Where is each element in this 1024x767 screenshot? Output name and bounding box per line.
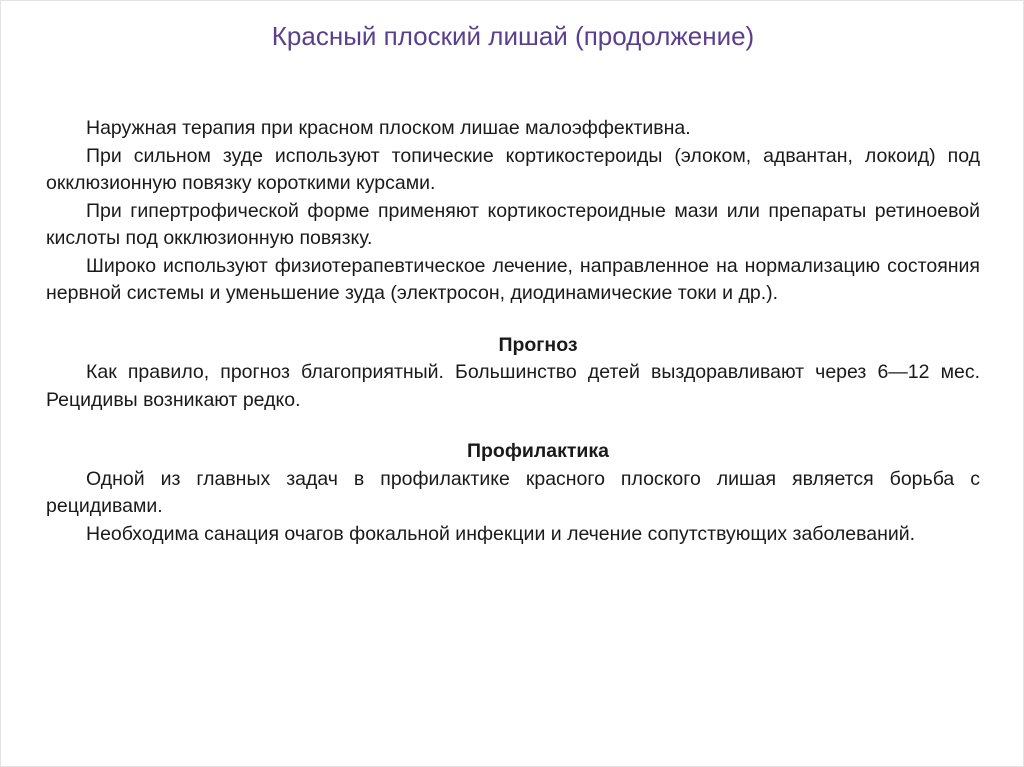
prognosis-text: Как правило, прогноз благоприятный. Большинство детей выздоравливают через 6—12 мес. Рецидивы возникают редко. <box>46 361 980 411</box>
prognosis-heading: Прогноз <box>498 333 578 356</box>
prevention-heading: Профилактика <box>466 440 610 462</box>
treatment-paragraph: Наружная терапия при красном плоском лишае малоэффективна. <box>86 117 691 139</box>
section-spacer <box>46 414 980 438</box>
slide-title: Красный плоский лишай (продолжение) <box>271 21 755 51</box>
section-spacer <box>46 308 980 332</box>
treatment-paragraph: При гипертрофической форме применяют кортикостероидные мази или препараты ретиноевой кислоты под окклюзионную повязку. <box>46 199 980 249</box>
treatment-paragraph: При сильном зуде используют топические кортикостероиды (элоком, адвантан, локоид) под окклюзионную повязку короткими курсами. <box>46 144 980 194</box>
slide-body <box>46 115 980 548</box>
treatment-paragraph: Широко используют физиотерапевтическое лечение, направленное на нормализацию состояния нервной системы и уменьшение зуда (электросон, диодинамические токи и др.). <box>46 254 980 304</box>
prevention-paragraph: Одной из главных задач в профилактике красного плоского лишая является борьба с рецидивами. <box>46 467 980 517</box>
prevention-paragraph: Необходима санация очагов фокальной инфекции и лечение сопутствующих заболеваний. <box>86 522 916 545</box>
